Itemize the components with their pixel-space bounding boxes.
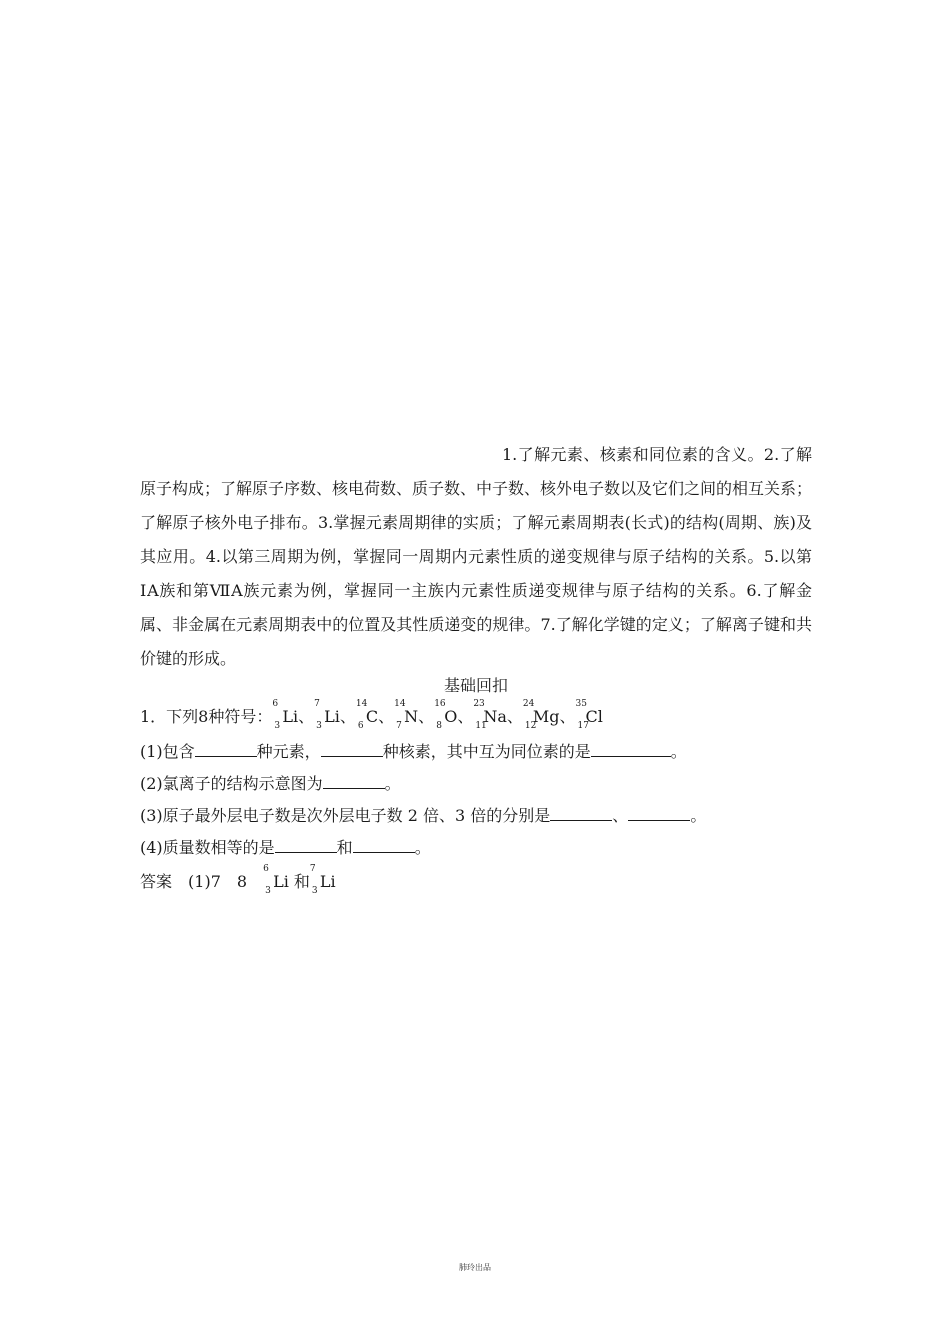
mass-number: 24	[522, 699, 535, 709]
nuclide-symbol	[522, 699, 560, 731]
answer-nuclide-a	[263, 864, 289, 896]
nuclide-symbol	[575, 699, 603, 731]
element-symbol: Li	[273, 872, 289, 891]
atomic-number: 11	[475, 721, 487, 731]
mass-number: 14	[355, 699, 368, 709]
element-symbol: O	[444, 707, 458, 726]
part-1-text-d: 。	[670, 742, 687, 761]
part-3-text-b: 、	[612, 806, 629, 825]
part-4-text-c: 。	[414, 838, 431, 857]
question-1-part-1	[140, 740, 812, 764]
answer-joiner: 和	[293, 872, 310, 891]
atomic-number: 3	[274, 721, 281, 731]
answer-blank[interactable]	[353, 836, 415, 853]
nuclide-symbol	[314, 699, 340, 731]
element-symbol: Li	[319, 872, 336, 891]
separator: 、	[339, 707, 356, 726]
learning-objectives	[140, 438, 812, 676]
nuclide-list	[272, 699, 603, 731]
separator: 、	[378, 707, 395, 726]
mass-number: 6	[272, 699, 279, 709]
element-symbol: N	[404, 707, 419, 726]
question-1-part-4	[140, 836, 812, 860]
nuclide-symbol	[394, 699, 419, 731]
answer-line	[140, 864, 812, 896]
element-symbol: Na	[483, 707, 507, 726]
separator: 、	[559, 707, 576, 726]
answer-label: 答案	[140, 872, 173, 891]
part-1-text-c: 种核素，其中互为同位素的是	[382, 742, 591, 761]
mass-number: 16	[434, 699, 446, 709]
mass-number: 7	[314, 699, 320, 709]
mass-number: 7	[309, 864, 316, 874]
answer-blank[interactable]	[275, 836, 337, 853]
part-1-text-a: (1)包含	[140, 742, 195, 761]
part-4-text-a: (4)质量数相等的是	[140, 838, 275, 857]
element-symbol: Cl	[585, 707, 603, 726]
atomic-number: 17	[577, 721, 589, 731]
part-3-text-a: (3)原子最外层电子数是次外层电子数 2 倍、3 倍的分别是	[140, 806, 551, 825]
atomic-number: 8	[436, 721, 442, 731]
section-heading: 基础回扣	[443, 676, 508, 695]
answer-nuclide-b	[309, 864, 336, 896]
separator: 、	[418, 707, 435, 726]
atomic-number: 3	[265, 886, 271, 896]
answer-part-1: (1)7 8	[188, 872, 264, 891]
atomic-number: 7	[396, 721, 402, 731]
answer-blank[interactable]	[195, 740, 257, 757]
answer-blank[interactable]	[550, 804, 612, 821]
atomic-number: 3	[316, 721, 322, 731]
element-symbol: Mg	[532, 707, 560, 726]
separator: 、	[506, 707, 523, 726]
question-1-stem	[140, 699, 812, 731]
answer-blank[interactable]	[628, 804, 690, 821]
atomic-number: 12	[524, 721, 537, 731]
part-4-text-b: 和	[336, 838, 353, 857]
atomic-number: 6	[357, 721, 364, 731]
separator: 、	[457, 707, 474, 726]
element-symbol: C	[365, 707, 379, 726]
answer-blank[interactable]	[321, 740, 383, 757]
objectives-text: 1.了解元素、核素和同位素的含义。2.了解原子构成；了解原子序数、核电荷数、质子数、中子数、核外电子数以及它们之间的相互关系；了解原子核外电子排布。3.掌握元素周期律的实质；了解元素周期表(长式)的结构(周期、族)及其应用。4.以第三周期为例，掌握同一周期内元素性质的递变规律与原子结构的关系。5.以第ⅠA族和第ⅦA族元素为例，掌握同一主族内元素性质递变规律与原子结构的关系。6.了解金属、非金属在元素周期表中的位置及其性质递变的规律。7.了解化学键的定义；了解离子键和共价键的形成。	[140, 445, 813, 668]
mass-number: 6	[263, 864, 269, 874]
page-footer: 肺玲出品	[459, 1263, 491, 1272]
element-symbol: Li	[282, 707, 299, 726]
part-1-text-b: 种元素，	[256, 742, 321, 761]
part-2-text-b: 。	[384, 774, 401, 793]
question-1-prefix: 1．下列8种符号：	[140, 707, 273, 726]
mass-number: 35	[575, 699, 587, 709]
atomic-number: 3	[311, 886, 318, 896]
nuclide-symbol	[272, 699, 299, 731]
nuclide-symbol	[473, 699, 507, 731]
nuclide-symbol	[355, 699, 379, 731]
part-3-text-c: 。	[690, 806, 707, 825]
question-1-part-3	[140, 804, 812, 828]
separator: 、	[298, 707, 315, 726]
question-1-part-2	[140, 772, 812, 796]
mass-number: 14	[394, 699, 406, 709]
mass-number: 23	[473, 699, 485, 709]
part-2-text-a: (2)氯离子的结构示意图为	[140, 774, 323, 793]
nuclide-symbol	[434, 699, 458, 731]
answer-blank[interactable]	[591, 740, 671, 757]
element-symbol: Li	[324, 707, 340, 726]
answer-blank[interactable]	[323, 772, 385, 789]
